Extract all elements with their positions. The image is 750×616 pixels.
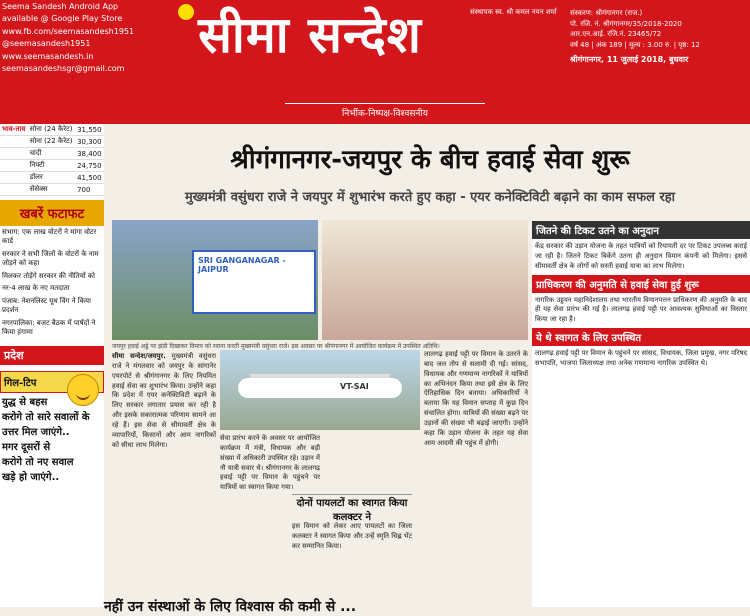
date-line: श्रीगंगानगर, 11 जुलाई 2018, बुधवार xyxy=(570,55,689,64)
tagline: निर्भीक-निष्पक्ष-विश्वसनीय xyxy=(285,103,485,119)
box1-heading[interactable]: जितने की टिकट उतने का अनुदान xyxy=(532,221,750,239)
lead-story-col-2 xyxy=(220,434,320,494)
giltip-title: गिल-टिप xyxy=(4,378,37,390)
route-banner-text: SRI GANGANAGAR - JAIPUR xyxy=(198,256,286,274)
rates-row-0-label: सोना (24 कैरेट) xyxy=(28,124,75,136)
brief-item[interactable]: पंजाब: नेशनलिस्ट यूथ विंग ने किया प्रदर्शन xyxy=(2,296,91,315)
brief-item[interactable]: सरकार ने सभी जिलों के वोटरों के नाम जोड़ने को कहा xyxy=(2,249,99,268)
lead-story-col-1 xyxy=(112,352,216,607)
gil-line: युद्ध से बहस xyxy=(2,397,48,409)
aircraft-photo[interactable] xyxy=(220,350,420,430)
photo-caption: जयपुर हवाई अड्डे पर झंडी दिखाकर विमान को रवाना करती मुख्यमंत्री वसुंधरा राजे। इस अवसर पर श्रीगंगानगर में आयोजित कार्यक्रम में उपस्थित अतिथि। xyxy=(112,343,440,350)
rates-row-1-label: सोना (22 कैरेट) xyxy=(28,136,75,148)
price-line: वर्ष 48 | अंक 189 | मूल्य : 3.00 रु. | पृष्ठ: 12 xyxy=(570,40,700,49)
gil-line: करोगे तो नए सवाल xyxy=(2,457,74,469)
right-column xyxy=(532,221,750,607)
left-column xyxy=(0,124,104,607)
giltip-box xyxy=(0,371,104,393)
box3-heading[interactable]: ये थे स्वागत के लिए उपस्थित xyxy=(532,328,750,346)
brief-item[interactable]: संभाग: एक लाख वोटरों ने मांगा वोटर कार्ड xyxy=(2,228,97,246)
gil-line: मगर दूसरों से xyxy=(2,442,51,454)
gil-line: खड़े हो जाएंगे.. xyxy=(2,472,60,484)
plane-registration: VT-SAI xyxy=(340,382,369,391)
box3-text: लालगढ़ हवाई पट्टी पर विमान के पहुंचने पर सांसद, विधायक, जिला प्रमुख, नगर परिषद सभापति, भाजपा जिलाध्यक्ष तथा अनेक गणमान्य नागरिक उपस्थित थे। xyxy=(535,349,748,367)
postal-reg: पो. रजि. नं. श्रीगंगानगर/35/2018-2020 xyxy=(570,19,682,28)
gil-line: उत्तर मिल जाएंगे.. xyxy=(2,427,70,439)
pradesh-section-label: प्रदेश xyxy=(0,346,104,365)
rates-table xyxy=(0,124,104,196)
twitter-link[interactable]: @seemasandesh1951 xyxy=(2,39,91,49)
lead-headline[interactable]: श्रीगंगानगर-जयपुर के बीच हवाई सेवा शुरू xyxy=(230,145,630,175)
story-text-4: अधिकारियों ने बताया कि यह विमान सप्ताह में कुछ दिन संचालित होगा। यात्रियों की संख्या बढ़ने पर उड़ानों की संख्या भी बढ़ाई जाएगी। उन्होंने कहा कि उड़ान योजना के तहत यह सेवा आम आदमी की पहुंच में होगी। xyxy=(424,389,528,447)
rates-row-1-value: 30,300 xyxy=(75,136,104,148)
founder-line: संस्थापक स्व. श्री कमल नयन शर्मा xyxy=(470,8,557,16)
story-text-2: सेवा प्रारंभ करने के अवसर पर आयोजित कार्यक्रम में मंत्री, विधायक और बड़ी संख्या में अधिकारी उपस्थित रहे। उड़ान में नौ यात्री सवार थे। श्रीगंगानगर के लालगढ़ हवाई पट्टी पर विमान के पहुंचने पर यात्रियों का स्वागत किया गया। xyxy=(220,434,320,492)
app-line-2[interactable]: available @ Google Play Store xyxy=(2,14,123,24)
story-text-3: लालगढ़ हवाई पट्टी पर विमान के उतरने के बाद जल तोप से सलामी दी गई। सांसद, विधायक और गणमान्य नागरिकों ने यात्रियों का अभिनंदन किया तथा इसे क्षेत्र के लिए ऐतिहासिक दिन बताया। xyxy=(424,350,528,398)
pilots-story xyxy=(292,522,412,602)
rates-row-2-label: चांदी xyxy=(28,148,75,160)
brief-item[interactable]: नर-4 लाख के नए मतदाता xyxy=(2,284,70,293)
rates-row-3-value: 24,750 xyxy=(75,160,104,172)
gil-line: करोगे तो सारे सवालों के xyxy=(2,412,90,424)
box1-text: केंद्र सरकार की उड़ान योजना के तहत यात्रियों को रियायती दर पर टिकट उपलब्ध कराई जा रही है। जितने टिकट बिकेंगे उतना ही अनुदान विमान कंपनी को मिलेगा। इससे सीमावर्ती क्षेत्र के लोगों को सस्ती हवाई यात्रा का लाभ मिलेगा। xyxy=(535,242,747,270)
app-line-1[interactable]: Seema Sandesh Android App xyxy=(2,2,119,11)
facebook-link[interactable]: www.fb.com/seemasandesh1951 xyxy=(2,26,135,36)
newspaper-title: सीमा सन्देश xyxy=(198,5,422,64)
masthead xyxy=(0,0,750,124)
rates-row-4-value: 41,500 xyxy=(75,172,104,184)
email-link[interactable]: seemasandeshsgr@gmail.com xyxy=(2,63,125,73)
rates-row-3-label: निफ्टी xyxy=(28,160,75,172)
story-text-1: मुख्यमंत्री वसुंधरा राजे ने मंगलवार को जयपुर के सांगानेर एयरपोर्ट से श्रीगंगानगर के लिए नियमित हवाई सेवा का शुभारंभ किया। उन्होंने कहा कि प्रदेश में एयर कनेक्टिविटी बढ़ाने के लिए सरकार लगातार प्रयास कर रही है और इसके सकारात्मक परिणाम सामने आ रहे हैं। इस सेवा से सीमावर्ती क्षेत्र के व्यापारियों, किसानों और आम नागरिकों को सीधा लाभ मिलेगा। xyxy=(112,352,216,449)
pilots-text: इस विमान को लेकर आए पायलटों का जिला कलक्टर ने स्वागत किया और उन्हें स्मृति चिह्न भेंट कर सम्मानित किया। xyxy=(292,522,412,550)
brief-item[interactable]: नगरपालिका: बजट बैठक में पार्षदों ने किया हंगामा xyxy=(2,318,96,336)
lead-story-col-3 xyxy=(424,350,528,607)
route-banner xyxy=(192,250,316,314)
pilots-headline[interactable]: दोनों पायलटों का स्वागत किया कलक्टर ने xyxy=(292,494,412,523)
brand xyxy=(160,5,460,64)
flag-off-photo[interactable] xyxy=(112,220,318,340)
rates-row-5-value: 700 xyxy=(75,184,104,196)
rates-row-5-label: सेंसेक्स xyxy=(28,184,75,196)
rates-row-2-value: 38,400 xyxy=(75,148,104,160)
rni-reg: आर.एन.आई. रजि.नं. 23465/72 xyxy=(570,30,662,38)
box2-heading[interactable]: प्राधिकरण की अनुमति से हवाई सेवा हुई शुरू xyxy=(532,275,750,293)
news-briefs xyxy=(0,226,104,342)
event-audience-photo[interactable] xyxy=(322,220,528,340)
dateline: सीमा सन्देश/जयपुर. xyxy=(112,352,166,360)
plane-body xyxy=(238,378,402,398)
rates-heading: भाव-ताव xyxy=(0,124,28,136)
rates-row-4-label: डॉलर xyxy=(28,172,75,184)
rates-row-0-value: 31,550 xyxy=(75,124,104,136)
website-link[interactable]: www.seemasandesh.in xyxy=(2,51,94,61)
edition: संस्करण: श्रीगंगानगर (राज.) xyxy=(570,9,643,17)
giltip-body xyxy=(0,393,104,487)
masthead-contact-block xyxy=(2,2,152,76)
khabre-phatafat-banner: खबरें फटाफट xyxy=(0,200,104,226)
masthead-meta xyxy=(570,8,745,66)
brief-item[interactable]: मिलकर तोड़ेंगे सरकार की नीतियों को xyxy=(2,271,95,280)
bottom-headline-strip[interactable]: नहीं उन संस्थाओं के लिए विश्वास की कमी से ... xyxy=(104,599,357,615)
lead-subhead: मुख्यमंत्री वसुंधरा राजे ने जयपुर में शुभारंभ करते हुए कहा - एयर कनेक्टिविटी बढ़ाने का काम सफल रहा xyxy=(184,190,676,205)
box2-text: नागरिक उड्डयन महानिदेशालय तथा भारतीय विमानपत्तन प्राधिकरण की अनुमति के बाद ही यह सेवा प्रारंभ की गई है। लालगढ़ हवाई पट्टी पर आवश्यक सुविधाओं का विस्तार किया जा रहा है। xyxy=(535,295,747,324)
